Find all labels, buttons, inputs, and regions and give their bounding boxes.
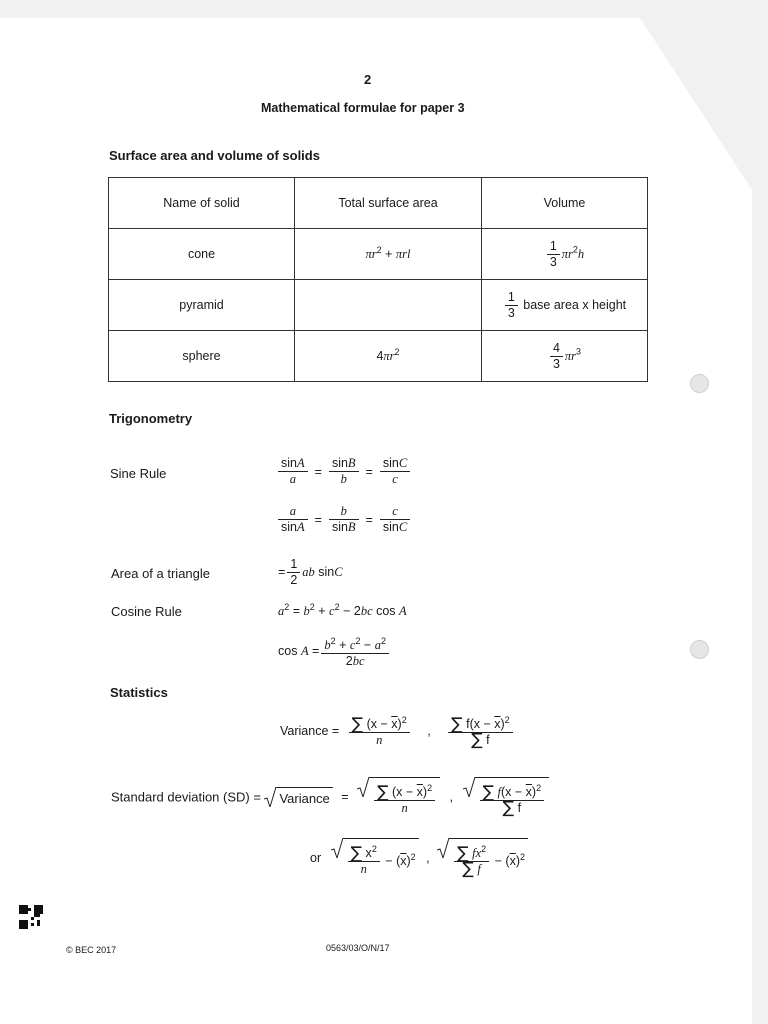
surface-section-title: Surface area and volume of solids: [109, 148, 320, 163]
stats-section-title: Statistics: [110, 685, 168, 700]
column-header: Volume: [482, 178, 648, 229]
qr-code-icon: [19, 905, 43, 929]
or-label: or: [310, 850, 322, 865]
sine-rule-label: Sine Rule: [110, 466, 167, 481]
solid-name: sphere: [109, 331, 295, 382]
cosine-rule-label: Cosine Rule: [111, 604, 182, 619]
column-header: Total surface area: [295, 178, 482, 229]
pyramid-surface-cell: [295, 280, 482, 331]
trig-section-title: Trigonometry: [109, 411, 193, 426]
cone-volume-formula: $\frac{1}{3}$ $\pi r^2h$: [482, 229, 648, 280]
cosine-rule-formula: $a^2 = b^2 + c^2 - 2bc$ cos A: [278, 602, 407, 619]
cosine-formula: cos A = $\frac{b^2 + c^2 - a^2}{2bc}$: [278, 634, 391, 669]
solid-name: pyramid: [109, 280, 295, 331]
paper-code: 0563/03/O/N/17: [326, 943, 390, 953]
page-heading: Mathematical formulae for paper 3: [261, 101, 465, 115]
standard-deviation-formula: Standard deviation (SD) = Variance = $\frac{\sum (x - \overline{x})^2}{n}$ , $\frac{\sum f(x - \overline{x})^2}{\sum f}$: [111, 777, 549, 817]
variance-formula: Variance = $\frac{\sum (x - \overline{x})^2}{n}$ , $\frac{\sum f(x - \overline{x})^2}{\sum f}$: [280, 713, 515, 749]
table-row: [109, 229, 648, 280]
sd-variance-text: Variance: [276, 787, 332, 806]
sphere-surface-formula: $4\pi r^2$: [295, 331, 482, 382]
solids-table: [108, 177, 648, 382]
copyright: © BEC 2017: [66, 945, 117, 955]
page-number: 2: [364, 72, 372, 87]
area-triangle-formula: = $\frac{1}{2}$ ab sinC: [278, 557, 343, 587]
sd-label: Standard deviation (SD) =: [111, 789, 261, 805]
cone-surface-formula: $\pi r^2 + \pi rl$: [295, 229, 482, 280]
sine-rule-formula: $\frac{\sin A}{a}$ = $\frac{\sin B}{b}$ = $\frac{\sin C}{c}$: [276, 456, 412, 487]
sd-alternative-formula: or $\frac{\sum x^2}{n}$ − $(\overline{x})^2$ , $\frac{\sum fx^2}{\sum f}$ − $(\overline{x})^2$: [310, 838, 528, 878]
sine-rule-formula-alt: $\frac{a}{\sin A}$ = $\frac{b}{\sin B}$ = $\frac{c}{\sin C}$: [276, 504, 412, 535]
sphere-volume-formula: $\frac{4}{3}$ $\pi r^3$: [482, 331, 648, 382]
table-row: [109, 331, 648, 382]
pyramid-volume-text: base area x height: [523, 297, 627, 312]
area-triangle-label: Area of a triangle: [111, 566, 211, 581]
punch-hole: [690, 640, 709, 659]
solid-name: cone: [109, 229, 295, 280]
variance-label: Variance =: [280, 723, 340, 738]
column-header: Name of solid: [109, 178, 295, 229]
table-row: [109, 280, 648, 331]
table-header-row: [109, 178, 648, 229]
punch-hole: [690, 374, 709, 393]
pyramid-volume-formula: $\frac{1}{3}$ base area x height: [482, 280, 648, 331]
